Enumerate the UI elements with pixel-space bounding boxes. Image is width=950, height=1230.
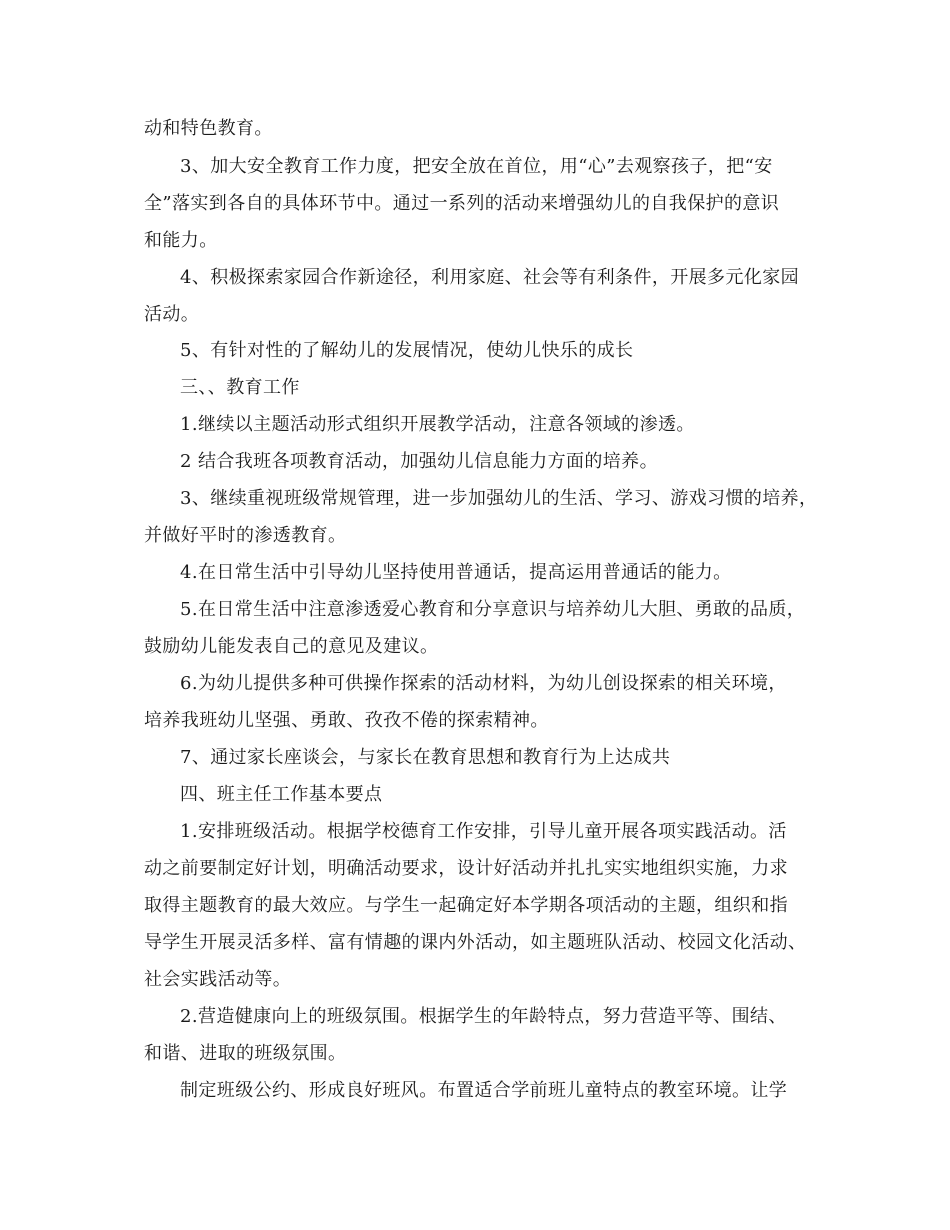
text-line: 5.在日常生活中注意渗透爱心教育和分享意识与培养幼儿大胆、勇敢的品质， [180, 599, 806, 620]
text-line: 和谐、进取的班级氛围。 [144, 1043, 347, 1064]
text-line: 制定班级公约、形成良好班风。布置适合学前班儿童特点的教室环境。让学 [180, 1080, 788, 1101]
text-line: 动之前要制定好计划，明确活动要求，设计好活动并扎扎实实地组织实施，力求 [144, 858, 788, 879]
text-line: 1.安排班级活动。根据学校德育工作安排，引导儿童开展各项实践活动。活 [180, 821, 787, 842]
text-line: 3、加大安全教育工作力度，把安全放在首位，用“心”去观察孩子，把“安 [180, 156, 773, 177]
text-line: 4.在日常生活中引导幼儿坚持使用普通话，提高运用普通话的能力。 [180, 562, 732, 583]
text-line: 并做好平时的渗透教育。 [144, 525, 347, 546]
text-line: 活动。 [144, 304, 200, 325]
text-line: 5、有针对性的了解幼儿的发展情况，使幼儿快乐的成长 [180, 340, 634, 361]
text-line: 取得主题教育的最大效应。与学生一起确定好本学期各项活动的主题，组织和指 [144, 895, 788, 916]
text-line: 社会实践活动等。 [144, 969, 292, 990]
text-line: 1.继续以主题活动形式组织开展教学活动，注意各领域的渗透。 [180, 414, 695, 435]
text-line: 和能力。 [144, 230, 218, 251]
text-line: 6.为幼儿提供多种可供操作探索的活动材料，为幼儿创设探索的相关环境， [180, 673, 787, 694]
section-heading: 四、班主任工作基本要点 [180, 784, 383, 805]
text-line: 培养我班幼儿坚强、勇敢、孜孜不倦的探索精神。 [144, 710, 549, 731]
text-line: 7、通过家长座谈会，与家长在教育思想和教育行为上达成共 [180, 747, 671, 768]
text-line: 鼓励幼儿能发表自己的意见及建议。 [144, 636, 439, 657]
text-line: 导学生开展灵活多样、富有情趣的课内外活动，如主题班队活动、校园文化活动、 [144, 932, 807, 953]
text-line: 4、积极探索家园合作新途径，利用家庭、社会等有利条件，开展多元化家园 [180, 267, 800, 288]
text-line: 全”落实到各自的具体环节中。通过一系列的活动来增强幼儿的自我保护的意识 [144, 193, 780, 214]
text-line: 2 结合我班各项教育活动，加强幼儿信息能力方面的培养。 [180, 451, 658, 472]
text-line: 3、继续重视班级常规管理，进一步加强幼儿的生活、学习、游戏习惯的培养， [180, 488, 818, 509]
text-line: 2.营造健康向上的班级氛围。根据学生的年龄特点，努力营造平等、围结、 [180, 1006, 787, 1027]
section-heading: 三、、教育工作 [180, 377, 300, 398]
text-line: 动和特色教育。 [144, 118, 273, 139]
